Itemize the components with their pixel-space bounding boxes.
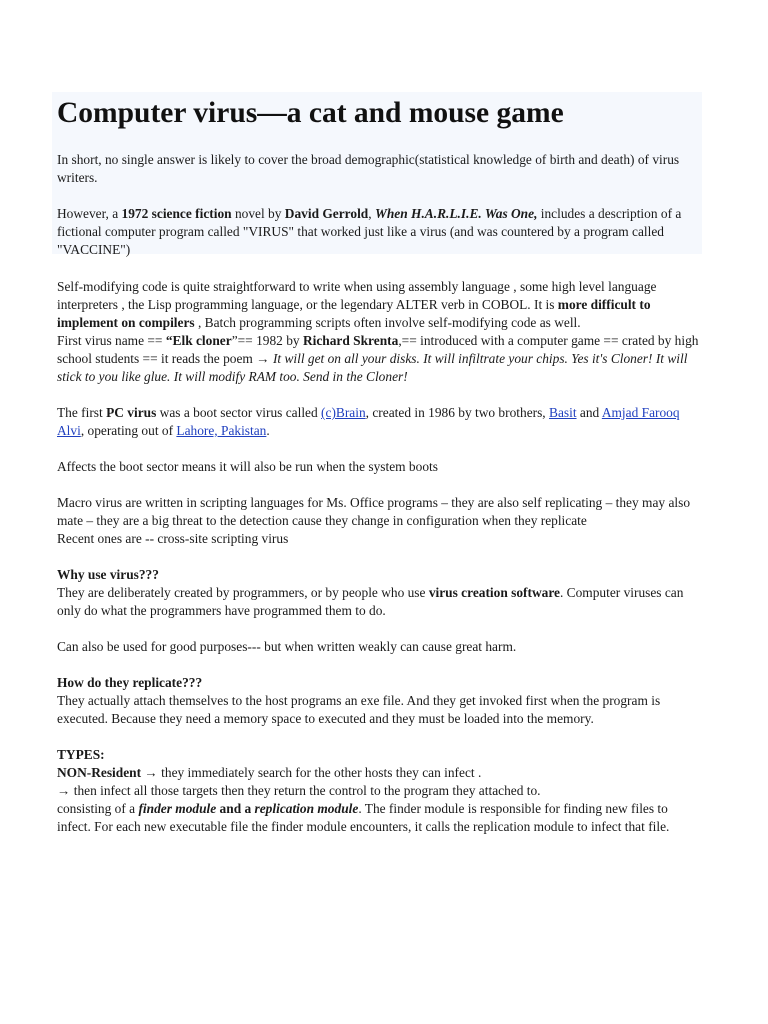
arrow-icon: →	[57, 783, 71, 798]
link-basit[interactable]: Basit	[549, 405, 577, 420]
document-body	[57, 96, 705, 836]
arrow-icon: →	[144, 765, 158, 780]
macro-recent-line: Recent ones are -- cross-site scripting virus	[57, 531, 289, 546]
infect-targets-line: → then infect all those targets then they return the control to the program they attached to.	[57, 783, 541, 798]
why-heading: Why use virus???	[57, 567, 159, 582]
good-purposes-paragraph: Can also be used for good purposes--- but when written weakly can cause great harm.	[57, 639, 517, 654]
self-modifying-paragraph: Self-modifying code is quite straightforward to write when using assembly language , some high level language interpreters , the Lisp programming language, or the legendary ALTER verb in COBOL. It is more difficult to implement on compilers , Batch programming scripts often involve self-modifying code as well.	[57, 279, 657, 330]
link-brain[interactable]: (c)Brain	[321, 405, 366, 420]
replicate-paragraph: They actually attach themselves to the host programs an exe file. And they get invoked first when the program is executed. Because they need a memory space to executed and they must be loaded into the memory.	[57, 693, 661, 726]
harlie-paragraph: However, a 1972 science fiction novel by David Gerrold, When H.A.R.L.I.E. Was One, includes a description of a fictional computer program called "VIRUS" that worked just like a virus (and was countered by a program called "VACCINE")	[57, 206, 682, 257]
pc-virus-paragraph: The first PC virus was a boot sector virus called (c)Brain, created in 1986 by two brothers, Basit and Amjad Farooq Alvi, operating out of Lahore, Pakistan.	[57, 405, 680, 438]
link-amjad[interactable]: Amjad Farooq Alvi	[57, 405, 680, 438]
finder-module-paragraph: consisting of a finder module and a replication module. The finder module is responsible for finding new files to infect. For each new executable file the finder module encounters, it calls the replication module to infect that file.	[57, 801, 670, 834]
why-paragraph: They are deliberately created by programmers, or by people who use virus creation software. Computer viruses can only do what the programmers have programmed them to do.	[57, 585, 684, 618]
link-lahore[interactable]: Lahore, Pakistan	[176, 423, 267, 438]
arrow-icon: →	[256, 351, 270, 366]
page-title: Computer virus—a cat and mouse game	[57, 97, 564, 129]
boot-sector-paragraph: Affects the boot sector means it will also be run when the system boots	[57, 459, 438, 474]
macro-paragraph: Macro virus are written in scripting languages for Ms. Office programs – they are also self replicating – they may also mate – they are a big threat to the detection cause they change in configuration when they replicate	[57, 495, 691, 528]
first-virus-paragraph: First virus name == “Elk cloner”== 1982 by Richard Skrenta,== introduced with a computer game == crated by high school students == it reads the poem → It will get on all your disks. It will infiltrate your chips. Yes it's Cloner! It will stick to you like glue. It will modify RAM too. Send in the Cloner!	[57, 333, 699, 384]
non-resident-line: NON-Resident → they immediately search for the other hosts they can infect .	[57, 765, 482, 780]
intro-paragraph: In short, no single answer is likely to cover the broad demographic(statistical knowledge of birth and death) of virus writers.	[57, 152, 680, 185]
replicate-heading: How do they replicate???	[57, 675, 203, 690]
types-heading: TYPES:	[57, 747, 105, 762]
